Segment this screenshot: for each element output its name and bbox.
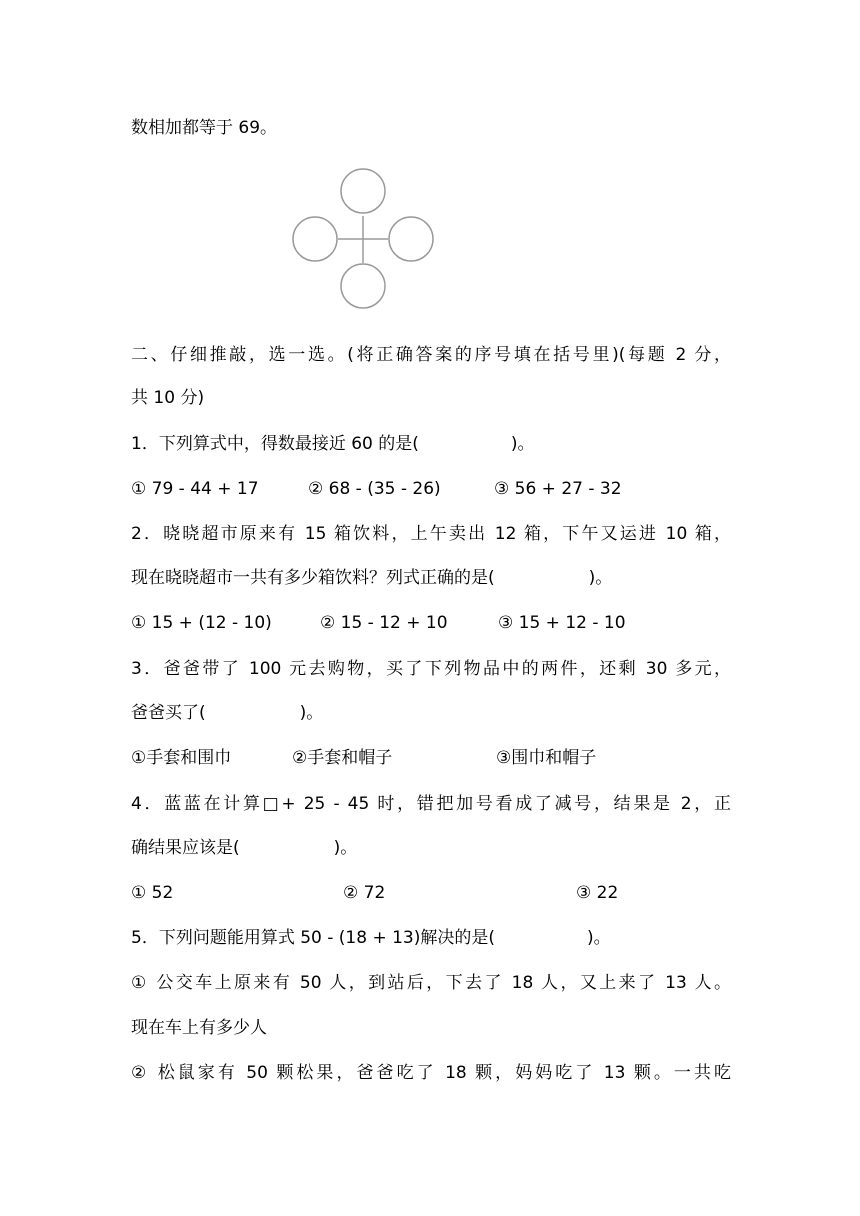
q4-option-3: ③ 22 bbox=[576, 883, 619, 903]
circle-top[interactable] bbox=[341, 169, 385, 213]
section2-title-line1: 二、仔细推敲，选一选。(将正确答案的序号填在括号里)(每题 2 分， bbox=[131, 345, 731, 365]
question-4-text-line1: 4．蓝蓝在计算□+ 25 - 45 时，错把加号看成了减号，结果是 2，正 bbox=[131, 794, 731, 814]
question-3-close: )。 bbox=[299, 703, 324, 723]
question-4-close: )。 bbox=[333, 838, 358, 858]
question-5-stem bbox=[131, 927, 611, 949]
q2-option-1: ① 15 + (12 - 10) bbox=[131, 613, 272, 633]
circle-cross-figure bbox=[290, 168, 436, 310]
question-3-text-line2: 爸爸买了( bbox=[131, 703, 206, 723]
q2-option-3: ③ 15 + 12 - 10 bbox=[498, 613, 626, 633]
q5-option-1-line2: 现在车上有多少人 bbox=[131, 1018, 267, 1038]
q4-option-1: ① 52 bbox=[131, 883, 174, 903]
intro-tail-text: 数相加都等于 69。 bbox=[131, 118, 278, 138]
q4-option-2: ② 72 bbox=[343, 883, 386, 903]
question-2-text-line1: 2．晓晓超市原来有 15 箱饮料，上午卖出 12 箱，下午又运进 10 箱， bbox=[131, 524, 731, 544]
question-3-text-line1: 3．爸爸带了 100 元去购物，买了下列物品中的两件，还剩 30 多元， bbox=[131, 659, 731, 679]
question-3-stem-line2 bbox=[131, 702, 323, 724]
question-5-close: )。 bbox=[587, 928, 611, 948]
question-1-text: 1．下列算式中，得数最接近 60 的是( bbox=[131, 434, 419, 454]
q1-option-3: ③ 56 + 27 - 32 bbox=[494, 479, 622, 499]
circle-bottom[interactable] bbox=[341, 264, 385, 308]
q5-option-2-line1: ② 松鼠家有 50 颗松果，爸爸吃了 18 颗，妈妈吃了 13 颗。一共吃 bbox=[131, 1063, 731, 1083]
question-4-text-line2: 确结果应该是( bbox=[131, 838, 240, 858]
q1-option-2: ② 68 - (35 - 26) bbox=[308, 479, 441, 499]
q5-option-1-line1: ① 公交车上原来有 50 人，到站后，下去了 18 人，又上来了 13 人。 bbox=[131, 973, 731, 993]
q2-option-2: ② 15 - 12 + 10 bbox=[320, 613, 448, 633]
circle-right[interactable] bbox=[389, 217, 433, 261]
section2-title-line2: 共 10 分) bbox=[131, 388, 205, 408]
q3-option-3: ③围巾和帽子 bbox=[496, 748, 597, 768]
question-2-text-line2: 现在晓晓超市一共有多少箱饮料？列式正确的是( bbox=[131, 568, 495, 588]
question-1-stem bbox=[131, 433, 535, 455]
question-5-text: 5．下列问题能用算式 50 - (18 + 13)解决的是( bbox=[131, 928, 496, 948]
q1-option-1: ① 79 - 44 + 17 bbox=[131, 479, 259, 499]
question-2-stem-line2 bbox=[131, 567, 612, 589]
question-2-close: )。 bbox=[588, 568, 613, 588]
circle-left[interactable] bbox=[293, 217, 337, 261]
q3-option-2: ②手套和帽子 bbox=[292, 748, 393, 768]
q3-option-1: ①手套和围巾 bbox=[131, 748, 232, 768]
question-4-stem-line2 bbox=[131, 837, 357, 859]
question-1-close: )。 bbox=[510, 434, 535, 454]
